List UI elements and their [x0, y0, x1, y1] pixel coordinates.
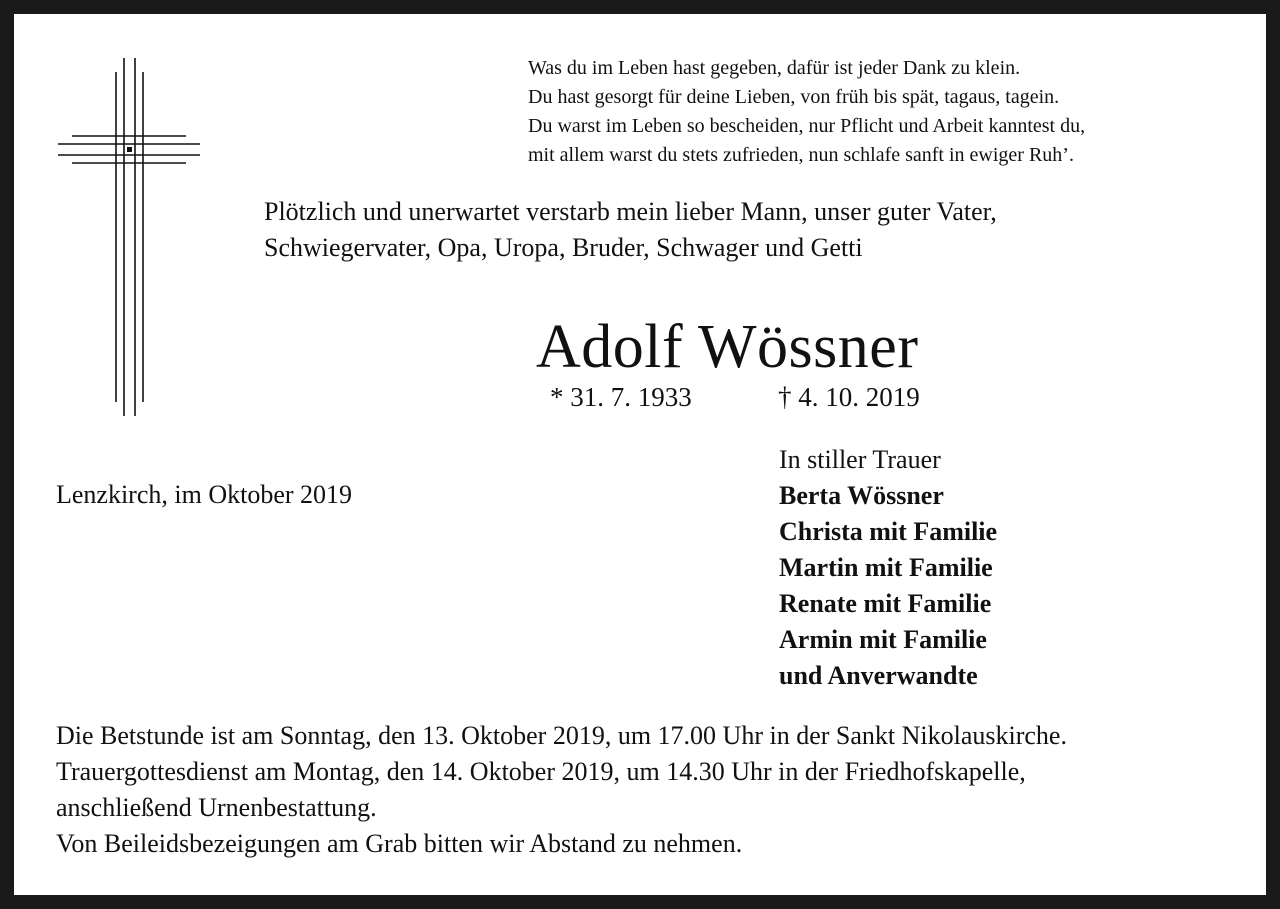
mourner-name: Renate mit Familie	[779, 589, 992, 618]
place-date: Lenzkirch, im Oktober 2019	[56, 480, 353, 509]
service-line: anschließend Urnenbestattung.	[56, 793, 377, 822]
intro-text	[264, 194, 997, 266]
service-line: Trauergottesdienst am Montag, den 14. Oktober 2019, um 14.30 Uhr in der Friedhofskapelle,	[56, 757, 1026, 786]
poem-line: Du hast gesorgt für deine Lieben, von früh bis spät, tagaus, tagein.	[528, 86, 1060, 108]
poem-line: mit allem warst du stets zufrieden, nun schlafe sanft in ewiger Ruh’.	[528, 144, 1074, 166]
poem-line: Was du im Leben hast gegeben, dafür ist jeder Dank zu klein.	[528, 57, 1021, 79]
intro-line: Plötzlich und unerwartet verstarb mein lieber Mann, unser guter Vater,	[264, 197, 997, 226]
birth-date: * 31. 7. 1933	[550, 382, 692, 412]
service-line: Die Betstunde ist am Sonntag, den 13. Oktober 2019, um 17.00 Uhr in der Sankt Nikolauskirche.	[56, 721, 1067, 750]
intro-line: Schwiegervater, Opa, Uropa, Bruder, Schwager und Getti	[264, 233, 863, 262]
deceased-name: Adolf Wössner	[536, 313, 919, 381]
mourner-name: Berta Wössner	[779, 481, 944, 510]
mourners-heading: In stiller Trauer	[779, 445, 941, 474]
poem	[528, 54, 1085, 170]
mourner-name: Christa mit Familie	[779, 517, 998, 546]
death-date: † 4. 10. 2019	[778, 382, 920, 412]
cross-icon	[58, 58, 200, 416]
mourner-name: Martin mit Familie	[779, 553, 993, 582]
service-info	[56, 718, 1067, 862]
mourner-name: und Anverwandte	[779, 661, 978, 690]
service-line: Von Beileidsbezeigungen am Grab bitten wir Abstand zu nehmen.	[56, 829, 743, 858]
mourners-list	[779, 442, 997, 694]
obituary-card	[14, 14, 1266, 895]
poem-line: Du warst im Leben so bescheiden, nur Pflicht und Arbeit kanntest du,	[528, 115, 1086, 137]
mourner-name: Armin mit Familie	[779, 625, 987, 654]
